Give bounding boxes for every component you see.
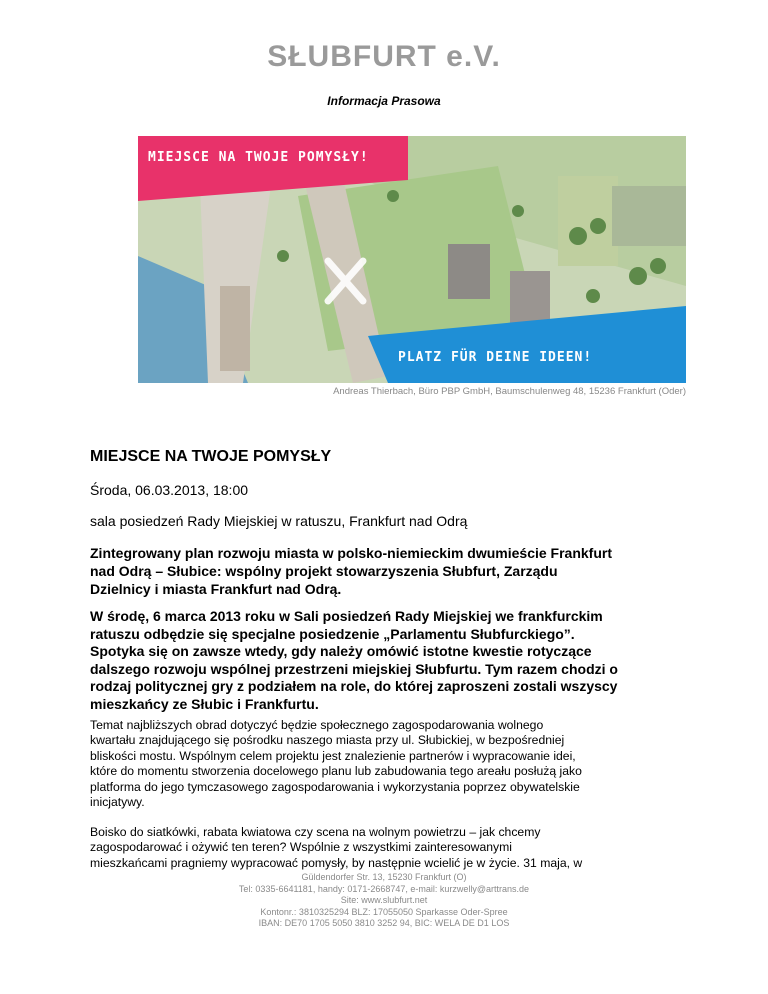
footer-contact — [0, 872, 768, 930]
footer-phone-email: Tel: 0335-6641181, handy: 0171-2668747, e-mail: kurzwelly@arttrans.de — [238, 883, 530, 894]
footer-site: Site: www.slubfurt.net — [340, 895, 428, 906]
intro-line: ratuszu odbędzie się specjalne posiedzenie „Parlamentu Słubfurckiego”. — [90, 625, 575, 642]
lead-paragraph — [90, 544, 678, 598]
event-date: Środa, 06.03.2013, 18:00 — [90, 482, 249, 498]
body-line: bliskości mostu. Wspólnym celem projektu jest znalezienie partnerów i wypracowanie idei, — [90, 748, 576, 763]
body-line: inicjatywy. — [90, 795, 145, 810]
body-line: kwartału znajdującego się pośrodku naszego miasta przy ul. Słubickiej, w bezpośredniej — [90, 733, 565, 748]
banner-top-text: MIEJSCE NA TWOJE POMYSŁY! — [148, 150, 369, 165]
lead-line: nad Odrą – Słubice: wspólny projekt stowarzyszenia Słubfurt, Zarządu — [90, 563, 558, 579]
event-place: sala posiedzeń Rady Miejskiej w ratuszu, Frankfurt nad Odrą — [90, 513, 468, 529]
intro-line: rodzaj politycznej gry z podziałem na role, do której zaproszeni zostali wszyscy — [90, 678, 618, 695]
body-line: mieszkańcami pragniemy wypracować pomysły, by następnie wcielić je w życie. 31 maja, w — [90, 855, 583, 870]
body-line: zagospodarować i ożywić ten teren? Wspólnie z wszystkimi zainteresowanymi — [90, 840, 512, 855]
document-subtitle: Informacja Prasowa — [327, 94, 441, 108]
footer-address: Güldendorfer Str. 13, 15230 Frankfurt (O) — [301, 872, 467, 882]
body-paragraph-2 — [90, 825, 678, 871]
intro-line: Spotyka się on zawsze wtedy, gdy należy omówić istotne kwestie rotyczące — [90, 643, 592, 660]
intro-line: dalszego rozwoju wspólnej przestrzeni miejskiej Słubfurtu. Tym razem chodzi o — [90, 660, 618, 677]
image-credit: Andreas Thierbach, Büro PBP GmbH, Baumschulenweg 48, 15236 Frankfurt (Oder) — [333, 386, 686, 397]
article-title: MIEJSCE NA TWOJE POMYSŁY — [90, 448, 332, 465]
intro-line: W środę, 6 marca 2013 roku w Sali posiedzeń Rady Miejskiej we frankfurckim — [90, 608, 603, 624]
site-plan-image — [138, 136, 686, 383]
footer-account: Kontonr.: 3810325294 BLZ: 17055050 Sparkasse Oder-Spree — [260, 906, 508, 917]
footer-iban: IBAN: DE70 1705 5050 3810 3252 94, BIC: WELA DE D1 LOS — [258, 918, 510, 929]
body-line: Temat najbliższych obrad dotyczyć będzie społecznego zagospodarowania wolnego — [90, 718, 544, 732]
organization-title: SŁUBFURT e.V. — [267, 40, 501, 73]
body-line: które do momentu stworzenia docelowego planu lub zabudowania tego areału posłużą jako — [90, 764, 582, 779]
intro-paragraph — [90, 608, 678, 714]
body-line: Boisko do siatkówki, rabata kwiatowa czy scena na wolnym powietrzu – jak chcemy — [90, 825, 541, 839]
body-paragraph-1 — [90, 718, 678, 810]
body-line: platforma do jego tymczasowego zagospodarowania i wykorzystania poprzez obywatelskie — [90, 779, 580, 794]
lead-line: Dzielnicy i miasta Frankfurt nad Odrą. — [90, 581, 342, 597]
banner-bottom-text: PLATZ FÜR DEINE IDEEN! — [398, 350, 593, 365]
lead-line: Zintegrowany plan rozwoju miasta w polsko-niemieckim dwumieście Frankfurt — [90, 545, 612, 561]
intro-line: mieszkańcy ze Słubic i Frankfurtu. — [90, 695, 319, 712]
